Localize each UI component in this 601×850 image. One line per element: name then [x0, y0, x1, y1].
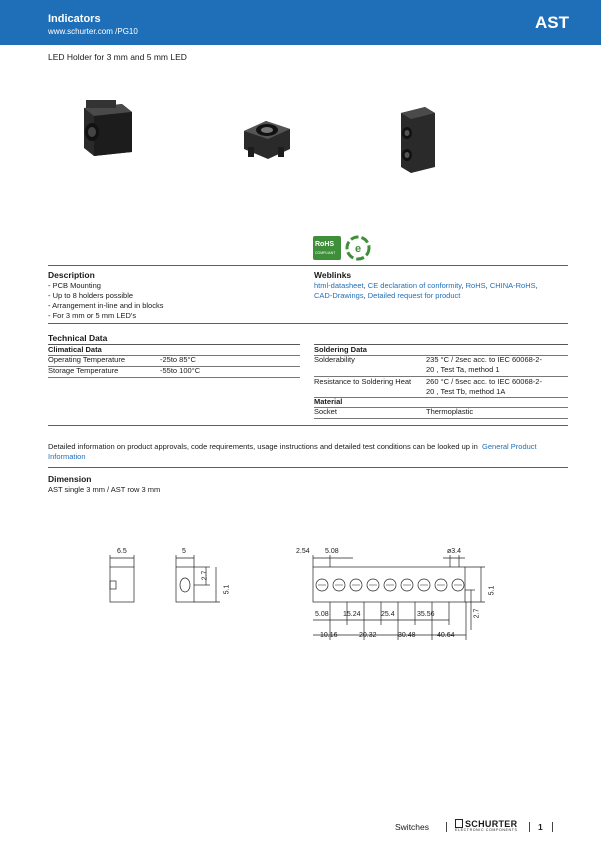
- dim-width: 6.5: [117, 548, 127, 555]
- climatical-title: Climatical Data: [48, 345, 102, 354]
- dim-row-led: 5.1: [488, 585, 496, 596]
- soldering-value: 260 °C / 5sec acc. to IEC 60068-2-: [426, 377, 542, 386]
- dimension-subtitle: AST single 3 mm / AST row 3 mm: [48, 485, 161, 494]
- product-image-single: [78, 98, 138, 160]
- link-china-rohs[interactable]: CHINA-RoHS: [489, 281, 536, 290]
- dim-hole: ø3.4: [447, 548, 462, 555]
- dimension-drawing-single: [100, 545, 240, 620]
- logo-mark-icon: [455, 819, 463, 828]
- general-info-link-2[interactable]: Information: [48, 452, 86, 461]
- page-number: 1: [538, 822, 543, 832]
- category-url[interactable]: www.schurter.com /PG10: [48, 27, 138, 36]
- section-rule: [48, 323, 568, 324]
- soldering-label: Resistance to Soldering Heat: [314, 377, 412, 386]
- soldering-value: 20 , Test Ta, method 1: [426, 365, 500, 374]
- info-paragraph: Detailed information on product approvals, code requirements, usage instructions and detailed test conditions can be looked up in General Product Information: [48, 442, 537, 461]
- dim-pitch2: 5.08: [325, 548, 339, 555]
- schurter-logo: SCHURTER ELECTRONIC COMPONENTS: [455, 819, 518, 832]
- product-subtitle: LED Holder for 3 mm and 5 mm LED: [48, 52, 187, 62]
- dim-row-height: 2.7: [473, 608, 481, 619]
- link-detailed-request[interactable]: Detailed request for product: [367, 291, 461, 300]
- dim-lower: 5.08: [315, 611, 329, 618]
- soldering-value: 235 °C / 2sec acc. to IEC 60068-2-: [426, 355, 542, 364]
- climatical-label: Operating Temperature: [48, 355, 125, 364]
- category-title: Indicators: [48, 13, 101, 25]
- soldering-value: 20 , Test Tb, method 1A: [426, 387, 506, 396]
- row-divider: [48, 377, 300, 378]
- china-rohs-icon: [345, 235, 371, 261]
- dim-pitch1: 2.54: [296, 548, 310, 555]
- description-item: - Up to 8 holders possible: [48, 291, 134, 300]
- material-label: Socket: [314, 407, 337, 416]
- dim-bottom: 30.48: [398, 632, 416, 639]
- technical-title: Technical Data: [48, 333, 108, 343]
- dim-led: 5.1: [223, 584, 231, 595]
- weblinks-list: html-datasheet, CE declaration of conformity, RoHS, CHINA-RoHS, CAD-Drawings, Detailed request for product: [314, 281, 538, 300]
- material-value: Thermoplastic: [426, 407, 474, 416]
- dimension-title: Dimension: [48, 474, 92, 484]
- link-rohs[interactable]: RoHS: [465, 281, 486, 290]
- climatical-label: Storage Temperature: [48, 366, 119, 375]
- link-cad-drawings[interactable]: CAD-Drawings: [314, 291, 364, 300]
- dim-lower: 25.4: [381, 611, 395, 618]
- rohs-logo: RoHS COMPLIANT: [313, 236, 341, 260]
- dim-bottom: 40.64: [437, 632, 455, 639]
- footer-divider: [446, 822, 447, 832]
- climatical-value: -55to 100°C: [160, 366, 201, 375]
- dim-lower: 35.56: [417, 611, 435, 618]
- product-image-row: [395, 105, 440, 175]
- general-info-link[interactable]: General Product: [482, 442, 537, 451]
- weblinks-title: Weblinks: [314, 270, 352, 280]
- link-ce-declaration[interactable]: CE declaration of conformity: [367, 281, 462, 290]
- description-title: Description: [48, 270, 95, 280]
- product-code: AST: [535, 13, 569, 32]
- soldering-title: Soldering Data: [314, 345, 367, 354]
- soldering-label: Solderability: [314, 355, 355, 364]
- dim-bottom: 20.32: [359, 632, 377, 639]
- description-item: - Arrangement in-line and in blocks: [48, 301, 164, 310]
- footer-section: Switches: [395, 822, 430, 832]
- description-item: - For 3 mm or 5 mm LED's: [48, 311, 137, 320]
- dim-bottom: 10.16: [320, 632, 338, 639]
- dim-lower: 15.24: [343, 611, 361, 618]
- footer-divider: [552, 822, 553, 832]
- climatical-value: -25to 85°C: [160, 355, 196, 364]
- row-divider: [314, 397, 568, 398]
- material-title: Material: [314, 397, 343, 406]
- link-html-datasheet[interactable]: html-datasheet: [314, 281, 364, 290]
- header-bar: [0, 0, 601, 45]
- footer-divider: [529, 822, 530, 832]
- svg-text:e: e: [354, 243, 362, 255]
- section-rule: [48, 265, 568, 266]
- product-image-top: [240, 115, 295, 160]
- section-rule: [48, 425, 568, 426]
- dim-height: 2.7: [201, 570, 209, 581]
- row-divider: [314, 418, 568, 419]
- section-rule: [48, 467, 568, 468]
- dim-front: 5: [182, 548, 186, 555]
- description-item: - PCB Mounting: [48, 281, 101, 290]
